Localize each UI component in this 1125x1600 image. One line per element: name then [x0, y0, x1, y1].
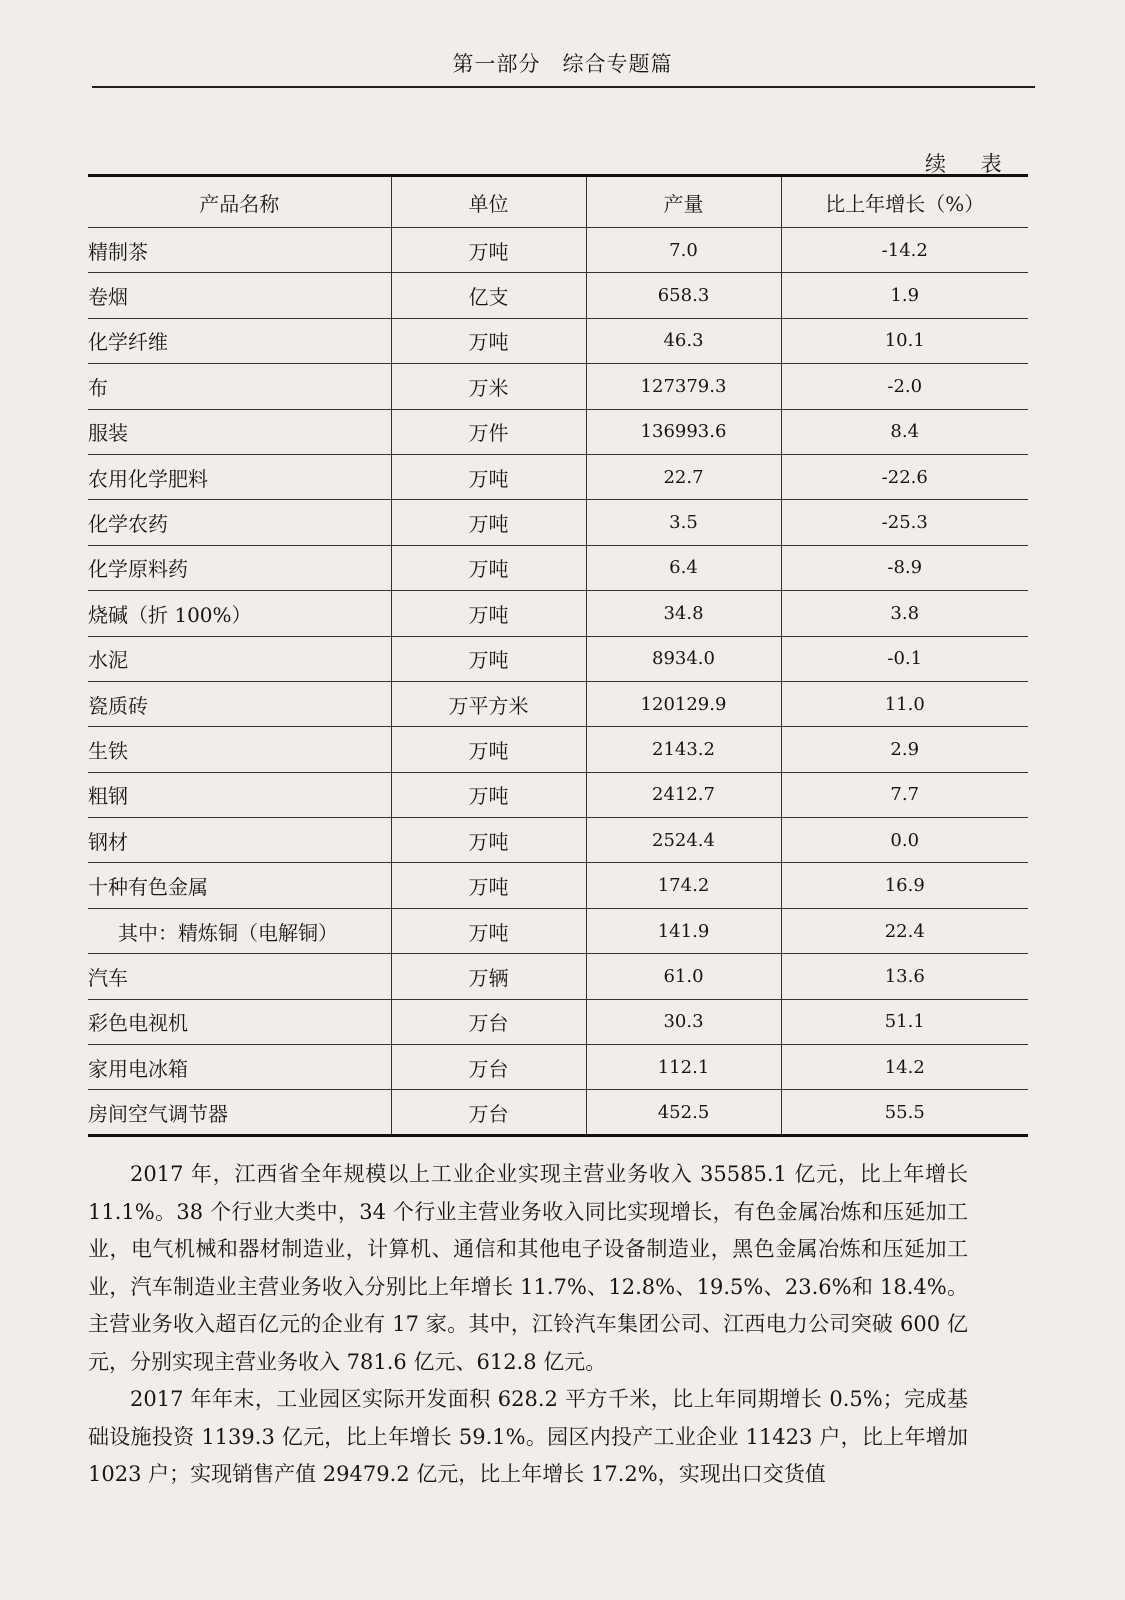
unit-cell: 万吨	[391, 500, 586, 545]
table-row	[88, 273, 1028, 318]
product-name-cell: 卷烟	[88, 273, 391, 318]
output-cell: 34.8	[586, 591, 781, 636]
unit-cell: 万台	[391, 1090, 586, 1135]
growth-cell: -25.3	[781, 500, 1028, 545]
product-name-cell: 水泥	[88, 636, 391, 681]
unit-cell: 万吨	[391, 545, 586, 590]
growth-cell: -22.6	[781, 454, 1028, 499]
growth-cell: 3.8	[781, 591, 1028, 636]
output-cell: 46.3	[586, 318, 781, 363]
unit-cell: 万吨	[391, 818, 586, 863]
table-row	[88, 727, 1028, 772]
unit-cell: 万平方米	[391, 681, 586, 726]
table-row	[88, 1090, 1028, 1135]
table-row	[88, 409, 1028, 454]
product-output-table	[88, 174, 1028, 1137]
product-name-cell: 化学农药	[88, 500, 391, 545]
product-name-cell: 瓷质砖	[88, 681, 391, 726]
table-row	[88, 454, 1028, 499]
product-name-cell: 化学原料药	[88, 545, 391, 590]
growth-cell: 22.4	[781, 908, 1028, 953]
output-cell: 127379.3	[586, 364, 781, 409]
product-name-cell: 精制茶	[88, 228, 391, 273]
output-cell: 3.5	[586, 500, 781, 545]
continued-label: 续 表	[925, 152, 1016, 176]
product-name-cell: 汽车	[88, 954, 391, 999]
table-row	[88, 908, 1028, 953]
output-cell: 30.3	[586, 999, 781, 1044]
output-cell: 141.9	[586, 908, 781, 953]
unit-cell: 万吨	[391, 228, 586, 273]
column-header-unit: 单位	[391, 176, 586, 228]
body-paragraph: 2017 年年末，工业园区实际开发面积 628.2 平方千米，比上年同期增长 0.5%；完成基础设施投资 1139.3 亿元，比上年增长 59.1%。园区内投产工业企业 11423 户，比上年增加 1023 户；实现销售产值 29479.2 亿元，比上年增长 17.2%，实现出口交货值	[88, 1387, 968, 1486]
output-cell: 452.5	[586, 1090, 781, 1135]
product-name-cell: 其中：精炼铜（电解铜）	[88, 908, 391, 953]
header-rule	[92, 86, 1035, 88]
growth-cell: 1.9	[781, 273, 1028, 318]
growth-cell: 16.9	[781, 863, 1028, 908]
table-row	[88, 500, 1028, 545]
column-header-growth: 比上年增长（%）	[781, 176, 1028, 228]
output-cell: 7.0	[586, 228, 781, 273]
table-row	[88, 999, 1028, 1044]
column-header-output: 产量	[586, 176, 781, 228]
table-row	[88, 954, 1028, 999]
unit-cell: 万吨	[391, 727, 586, 772]
growth-cell: 11.0	[781, 681, 1028, 726]
table-header-row	[88, 176, 1028, 228]
product-name-cell: 农用化学肥料	[88, 454, 391, 499]
growth-cell: 55.5	[781, 1090, 1028, 1135]
growth-cell: 51.1	[781, 999, 1028, 1044]
unit-cell: 万吨	[391, 318, 586, 363]
output-cell: 2143.2	[586, 727, 781, 772]
unit-cell: 万吨	[391, 591, 586, 636]
table-row	[88, 364, 1028, 409]
table-row	[88, 228, 1028, 273]
unit-cell: 万件	[391, 409, 586, 454]
growth-cell: 2.9	[781, 727, 1028, 772]
unit-cell: 万辆	[391, 954, 586, 999]
output-cell: 2412.7	[586, 772, 781, 817]
table-row	[88, 818, 1028, 863]
product-name-cell: 房间空气调节器	[88, 1090, 391, 1135]
product-name-cell: 生铁	[88, 727, 391, 772]
product-name-cell: 烧碱（折 100%）	[88, 591, 391, 636]
table-row	[88, 591, 1028, 636]
unit-cell: 万台	[391, 1045, 586, 1090]
table-row	[88, 545, 1028, 590]
body-paragraph: 2017 年，江西省全年规模以上工业企业实现主营业务收入 35585.1 亿元，比上年增长 11.1%。38 个行业大类中，34 个行业主营业务收入同比实现增长，有色金属冶炼和压延加工业，电气机械和器材制造业，计算机、通信和其他电子设备制造业，黑色金属冶炼和压延加工业，汽车制造业主营业务收入分别比上年增长 11.7%、12.8%、19.5%、23.6%和 18.4%。主营业务收入超百亿元的企业有 17 家。其中，江铃汽车集团公司、江西电力公司突破 600 亿元，分别实现主营业务收入 781.6 亿元、612.8 亿元。	[88, 1162, 968, 1374]
table-row	[88, 772, 1028, 817]
output-cell: 8934.0	[586, 636, 781, 681]
product-name-cell: 化学纤维	[88, 318, 391, 363]
growth-cell: 7.7	[781, 772, 1028, 817]
output-cell: 61.0	[586, 954, 781, 999]
output-cell: 6.4	[586, 545, 781, 590]
unit-cell: 万吨	[391, 636, 586, 681]
product-name-cell: 十种有色金属	[88, 863, 391, 908]
output-cell: 136993.6	[586, 409, 781, 454]
unit-cell: 万吨	[391, 772, 586, 817]
output-cell: 658.3	[586, 273, 781, 318]
growth-cell: 0.0	[781, 818, 1028, 863]
growth-cell: -8.9	[781, 545, 1028, 590]
growth-cell: 10.1	[781, 318, 1028, 363]
product-name-cell: 粗钢	[88, 772, 391, 817]
product-name-cell: 家用电冰箱	[88, 1045, 391, 1090]
output-cell: 174.2	[586, 863, 781, 908]
unit-cell: 万米	[391, 364, 586, 409]
output-cell: 120129.9	[586, 681, 781, 726]
body-text	[88, 1156, 968, 1494]
table-row	[88, 1045, 1028, 1090]
growth-cell: 8.4	[781, 409, 1028, 454]
product-name-cell: 布	[88, 364, 391, 409]
growth-cell: -2.0	[781, 364, 1028, 409]
growth-cell: -0.1	[781, 636, 1028, 681]
unit-cell: 万吨	[391, 908, 586, 953]
column-header-product-name: 产品名称	[88, 176, 391, 228]
unit-cell: 亿支	[391, 273, 586, 318]
table-row	[88, 318, 1028, 363]
growth-cell: -14.2	[781, 228, 1028, 273]
page-header-title: 第一部分 综合专题篇	[452, 52, 673, 76]
table-row	[88, 636, 1028, 681]
output-cell: 112.1	[586, 1045, 781, 1090]
product-name-cell: 钢材	[88, 818, 391, 863]
output-cell: 2524.4	[586, 818, 781, 863]
unit-cell: 万台	[391, 999, 586, 1044]
unit-cell: 万吨	[391, 454, 586, 499]
product-name-cell: 服装	[88, 409, 391, 454]
table-row	[88, 863, 1028, 908]
output-cell: 22.7	[586, 454, 781, 499]
product-name-cell: 彩色电视机	[88, 999, 391, 1044]
table-row	[88, 681, 1028, 726]
growth-cell: 13.6	[781, 954, 1028, 999]
growth-cell: 14.2	[781, 1045, 1028, 1090]
unit-cell: 万吨	[391, 863, 586, 908]
